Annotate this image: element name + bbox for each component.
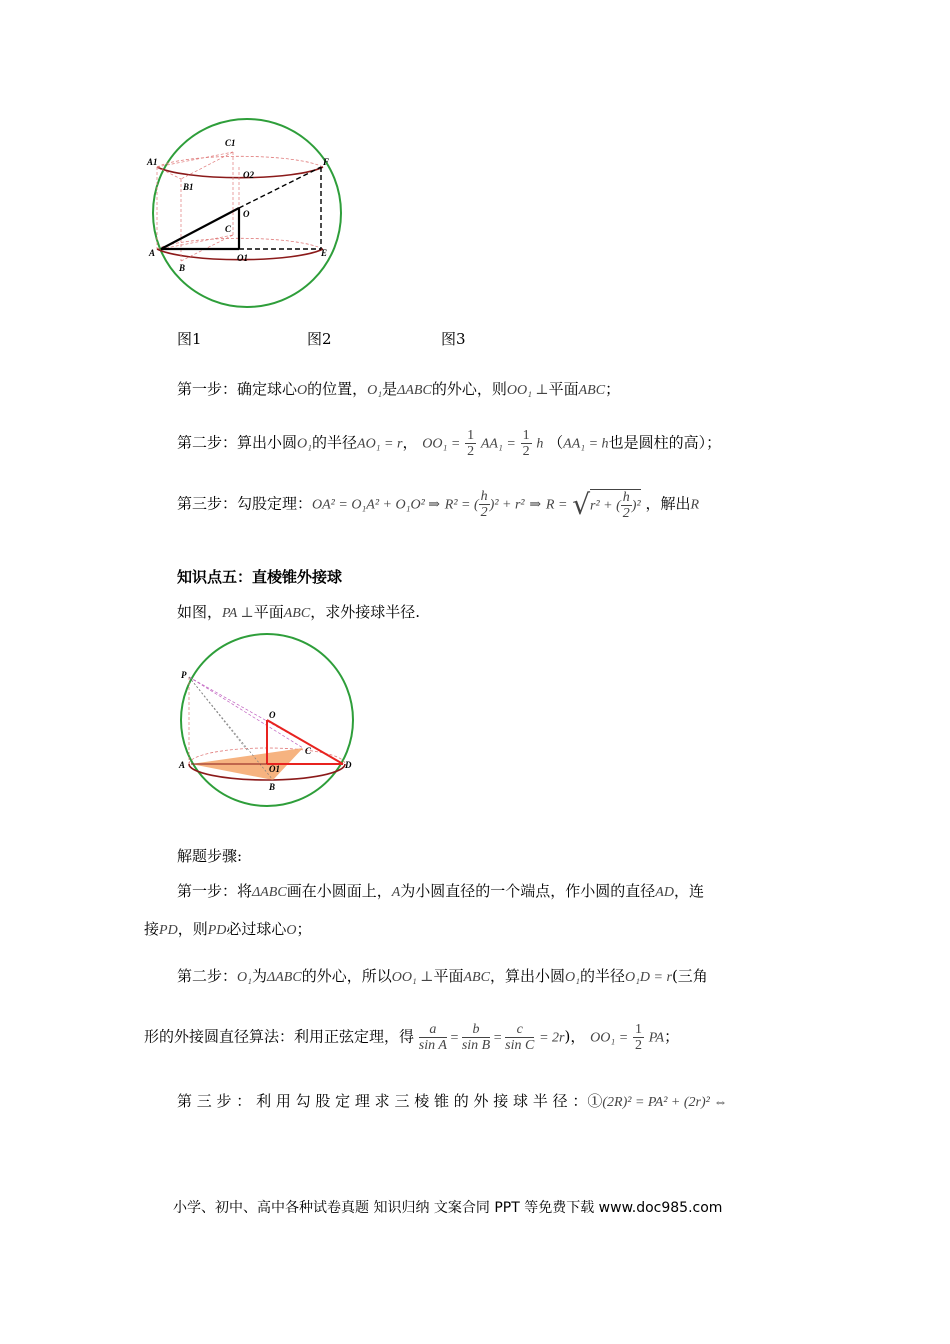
s5-step3-line: 第 三 步 ： 利 用 勾 股 定 理 求 三 棱 锥 的 外 接 球 半 径 ：①(2R)² = PA² + (2r)² ⇔ bbox=[177, 1092, 728, 1110]
fig1-point-label: F bbox=[323, 157, 330, 167]
figure-pyramid-sphere bbox=[175, 632, 365, 812]
fig2-point-label: B bbox=[269, 782, 276, 792]
fig2-point-label: O1 bbox=[269, 764, 280, 774]
figure-caption-2: 图2 bbox=[307, 330, 332, 348]
fig1-point-label: C1 bbox=[225, 138, 236, 148]
fig1-point-label: B bbox=[179, 263, 186, 273]
fig2-point-label: C bbox=[305, 746, 312, 756]
section5-title: 知识点五：直棱锥外接球 bbox=[177, 568, 343, 586]
fig1-point-label: O2 bbox=[243, 170, 254, 180]
fig1-point-label: O1 bbox=[237, 253, 248, 263]
figure-cylinder-sphere bbox=[145, 115, 355, 315]
fig2-point-label: O bbox=[269, 710, 276, 720]
section5-intro: 如图，PA ⊥平面ABC，求外接球半径. bbox=[177, 603, 420, 621]
fig1-point-label: E bbox=[321, 248, 328, 258]
fig1-point-label: C bbox=[225, 224, 232, 234]
figure-caption-1: 图1 bbox=[177, 330, 202, 348]
step2-line: 第二步：算出小圆O₁的半径AO₁ = r， OO₁ = $\frac{1}{2}$ AA₁ = $\frac{1}{2}$ h （AA₁ = h也是圆柱的高）； bbox=[177, 428, 722, 459]
fig2-point-label: P bbox=[181, 670, 187, 680]
step3-line: 第三步：勾股定理：OA² = O₁A² + O₁O² ⇒ R² = ( $\frac{h}{2}$ )² + r² ⇒ R = √r² + ( $\frac{h}{2}$ )² ，解出R bbox=[177, 488, 700, 521]
fig1-point-label: A bbox=[149, 248, 156, 258]
s5-step2-line1: 第二步：O₁为ΔABC的外心，所以OO₁ ⊥平面ABC，算出小圆O₁的半径O₁D = r(三角 bbox=[177, 967, 708, 985]
page-footer: 小学、初中、高中各种试卷真题 知识归纳 文案合同 PPT 等免费下载 www.doc985.com bbox=[173, 1200, 723, 1216]
fig2-point-label: D bbox=[345, 760, 352, 770]
s5-step2-line2: 形的外接圆直径算法：利用正弦定理，得 $\frac{a}{\text{sin A}}$ = $\frac{b}{\text{sin B}}$ = $\frac{c}{\text{sin C}}$ = 2r)， OO₁ = $\frac{1}{2}$ PA； bbox=[144, 1022, 680, 1053]
s5-step1-line2: 接PD，则PD必过球心O； bbox=[144, 920, 312, 938]
fig1-point-label: O bbox=[243, 209, 250, 219]
figure-caption-3: 图3 bbox=[441, 330, 466, 348]
fig1-point-label: A1 bbox=[147, 157, 158, 167]
solve-steps-heading: 解题步骤: bbox=[177, 847, 243, 865]
s5-step1-line1: 第一步：将ΔABC画在小圆面上，A为小圆直径的一个端点，作小圆的直径AD，连 bbox=[177, 882, 704, 900]
fig1-point-label: B1 bbox=[183, 182, 194, 192]
step1-line: 第一步：确定球心O的位置，O₁是ΔABC的外心，则OO₁ ⊥平面ABC； bbox=[177, 380, 621, 398]
fig2-point-label: A bbox=[179, 760, 186, 770]
